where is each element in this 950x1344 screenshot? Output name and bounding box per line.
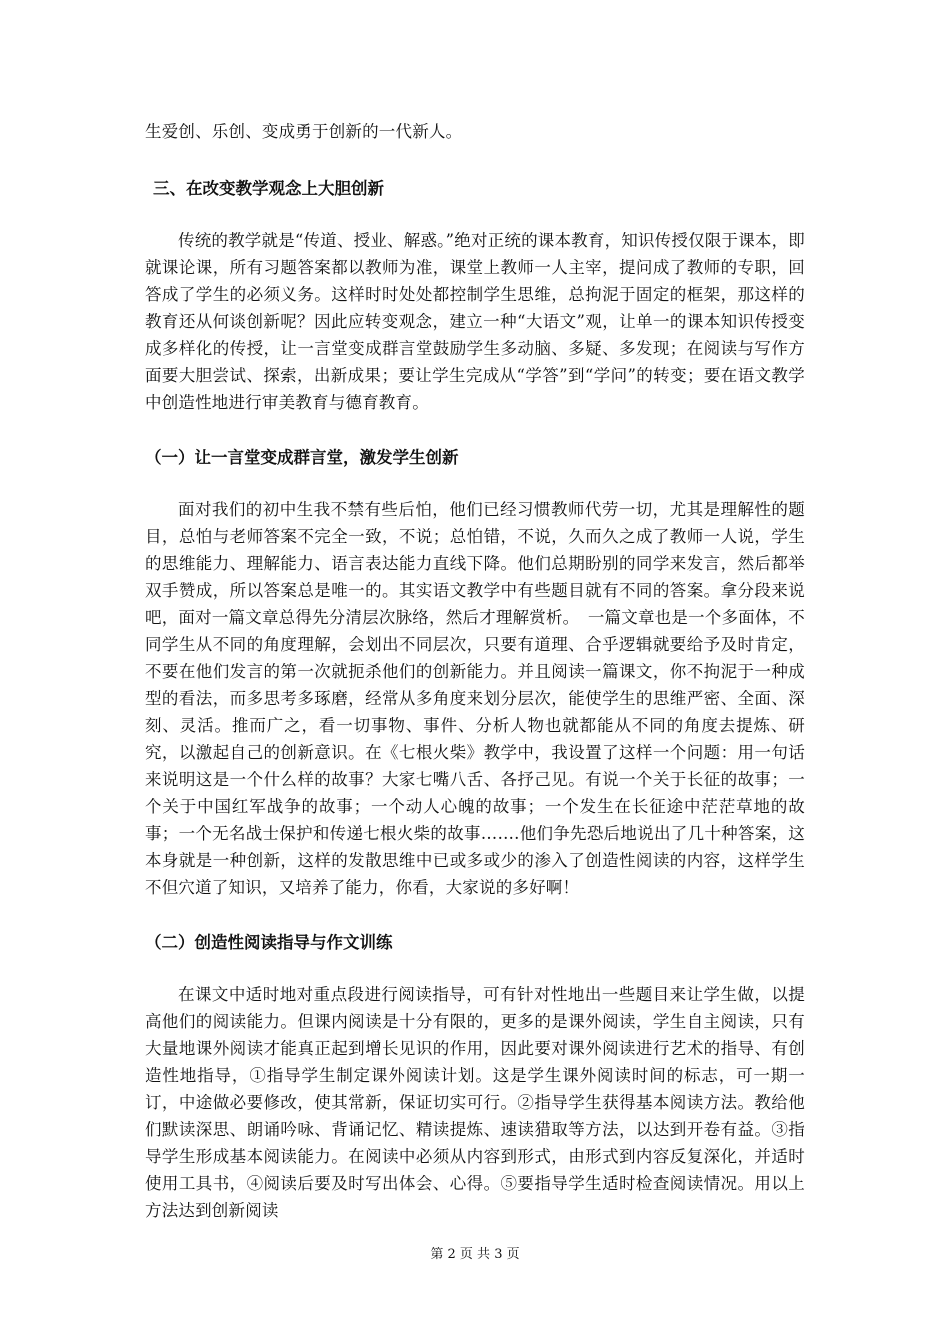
page-number-footer: 第 2 页 共 3 页	[430, 1247, 520, 1262]
subsection-one-heading: （一）让一言堂变成群言堂，激发学生创新	[145, 448, 459, 467]
subsection-one-paragraph: 面对我们的初中生我不禁有些后怕，他们已经习惯教师代劳一切，尤其是理解性的题目，总怕与老师答案不完全一致，不说；总怕错，不说，久而久之成了教师一人说，学生的思维能力、理解能力、语言表达能力直线下降。他们总期盼别的同学来发言，然后都举双手赞成，所以答案总是唯一的。其实语文教学中有些题目就有不同的答案。拿分段来说吧，面对一篇文章总得先分清层次脉络，然后才理解赏析。 一篇文章也是一个多面体，不同学生从不同的角度理解，会划出不同层次，只要有道理、合乎逻辑就要给予及时肯定，不要在他们发言的第一次就扼杀他们的创新能力。并且阅读一篇课文，你不拘泥于一种成型的看法，而多思考多琢磨，经常从多角度来划分层次，能使学生的思维严密、全面、深刻、灵活。推而广之，看一切事物、事件、分析人物也就都能从不同的角度去提炼、研究，以激起自己的创新意识。在《七根火柴》教学中，我设置了这样一个问题：用一句话来说明这是一个什么样的故事？大家七嘴八舌、各抒己见。有说一个关于长征的故事；一个关于中国红军战争的故事；一个动人心魄的故事；一个发生在长征途中茫茫草地的故事；一个无名战士保护和传递七根火柴的故事…….他们争先恐后地说出了几十种答案，这本身就是一种创新，这样的发散思维中已或多或少的渗入了创造性阅读的内容，这样学生不但穴道了知识，又培养了能力，你看，大家说的多好啊！	[145, 500, 805, 897]
subsection-two-heading: （二）创造性阅读指导与作文训练	[145, 933, 393, 952]
lead-line: 生爱创、乐创、变成勇于创新的一代新人。	[145, 122, 463, 141]
section-three-paragraph: 传统的教学就是“传道、授业、解惑。”绝对正统的课本教育，知识传授仅限于课本，即就课论课，所有习题答案都以教师为准，课堂上教师一人主宰，提问成了教师的专职，回答成了学生的必须义务。这样时时处处都控制学生思维，总拘泥于固定的框架，那这样的教育还从何谈创新呢？因此应转变观念，建立一种“大语文”观，让单一的课本知识传授变成多样化的传授，让一言堂变成群言堂鼓励学生多动脑、多疑、多发现；在阅读与写作方面要大胆尝试、探索，出新成果；要让学生完成从“学答”到“学问”的转变；要在语文教学中创造性地进行审美教育与德育教育。	[145, 231, 805, 412]
section-three-heading: 三、在改变教学观念上大胆创新	[153, 179, 384, 198]
subsection-two-paragraph: 在课文中适时地对重点段进行阅读指导，可有针对性地出一些题目来让学生做，以提高他们的阅读能力。但课内阅读是十分有限的，更多的是课外阅读，学生自主阅读，只有大量地课外阅读才能真正起到增长见识的作用，因此要对课外阅读进行艺术的指导、有创造性地指导，①指导学生制定课外阅读计划。这是学生课外阅读时间的标志，可一期一订，中途做必要修改，使其常新，保证切实可行。②指导学生获得基本阅读方法。教给他们默读深思、朗诵吟咏、背诵记忆、精读提炼、速读猎取等方法，以达到开卷有益。③指导学生形成基本阅读能力。在阅读中必须从内容到形式，由形式到内容反复深化，并适时使用工具书，④阅读后要及时写出体会、心得。⑤要指导学生适时检查阅读情况。用以上方法达到创新阅读	[145, 985, 805, 1220]
